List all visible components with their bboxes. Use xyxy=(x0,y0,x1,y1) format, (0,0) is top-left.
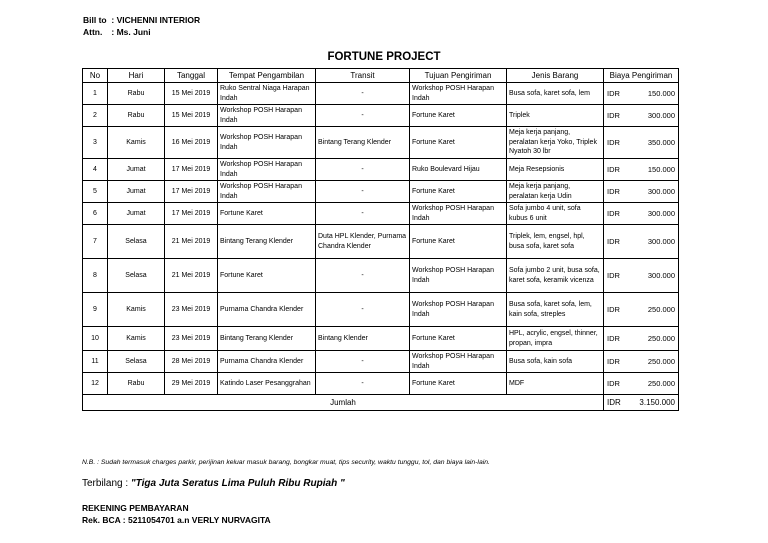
row-hari: Kamis xyxy=(108,327,165,351)
terbilang-label: Terbilang : xyxy=(82,478,131,489)
row-no: 12 xyxy=(83,373,108,395)
terbilang xyxy=(82,478,345,489)
row-hari: Jumat xyxy=(108,181,165,203)
row-currency: IDR xyxy=(607,304,620,314)
row-hari: Rabu xyxy=(108,83,165,105)
table-row xyxy=(83,293,679,327)
row-tanggal: 21 Mei 2019 xyxy=(165,259,218,293)
row-tujuan: Workshop POSH Harapan Indah xyxy=(410,351,507,373)
row-transit: - xyxy=(316,351,410,373)
row-tempat: Workshop POSH Harapan Indah xyxy=(218,159,316,181)
row-tanggal: 23 Mei 2019 xyxy=(165,293,218,327)
row-tempat: Purnama Chandra Klender xyxy=(218,293,316,327)
row-tempat: Ruko Sentral Niaga Harapan Indah xyxy=(218,83,316,105)
row-biaya xyxy=(604,159,679,181)
table-row xyxy=(83,181,679,203)
row-tanggal: 15 Mei 2019 xyxy=(165,105,218,127)
row-tujuan: Fortune Karet xyxy=(410,373,507,395)
row-biaya xyxy=(604,351,679,373)
row-tempat: Fortune Karet xyxy=(218,259,316,293)
row-transit: - xyxy=(316,203,410,225)
row-biaya xyxy=(604,181,679,203)
col-header-biaya: Biaya Pengiriman xyxy=(604,69,679,83)
row-hari: Selasa xyxy=(108,259,165,293)
row-currency: IDR xyxy=(607,270,620,280)
row-jenis: Triplek, lem, engsel, hpl, busa sofa, karet sofa xyxy=(507,225,604,259)
row-no: 1 xyxy=(83,83,108,105)
row-tujuan: Ruko Boulevard Hijau xyxy=(410,159,507,181)
row-currency: IDR xyxy=(607,236,620,246)
row-transit: - xyxy=(316,373,410,395)
row-transit: Bintang Klender xyxy=(316,327,410,351)
bill-to-value: : VICHENNI INTERIOR xyxy=(111,15,201,25)
row-amount: 350.000 xyxy=(647,137,675,147)
row-no: 9 xyxy=(83,293,108,327)
row-biaya xyxy=(604,203,679,225)
row-transit: Bintang Terang Klender xyxy=(316,127,410,159)
row-tujuan: Workshop POSH Harapan Indah xyxy=(410,83,507,105)
row-currency: IDR xyxy=(607,164,620,174)
row-tujuan: Fortune Karet xyxy=(410,127,507,159)
table-row xyxy=(83,351,679,373)
col-header-no: No xyxy=(83,69,108,83)
col-header-tempat: Tempat Pengambilan xyxy=(218,69,316,83)
row-transit: - xyxy=(316,293,410,327)
col-header-tanggal: Tanggal xyxy=(165,69,218,83)
row-tempat: Bintang Terang Klender xyxy=(218,225,316,259)
table-row xyxy=(83,373,679,395)
row-currency: IDR xyxy=(607,110,620,120)
table-row xyxy=(83,105,679,127)
table-row xyxy=(83,203,679,225)
terbilang-value: "Tiga Juta Seratus Lima Puluh Ribu Rupiah " xyxy=(130,478,345,489)
row-tempat: Katindo Laser Pesanggrahan xyxy=(218,373,316,395)
row-tujuan: Fortune Karet xyxy=(410,225,507,259)
row-tempat: Workshop POSH Harapan Indah xyxy=(218,105,316,127)
row-currency: IDR xyxy=(607,186,620,196)
total-cell xyxy=(604,395,679,411)
row-jenis: Sofa jumbo 4 unit, sofa kubus 6 unit xyxy=(507,203,604,225)
row-hari: Rabu xyxy=(108,105,165,127)
row-amount: 250.000 xyxy=(647,356,675,366)
row-tanggal: 17 Mei 2019 xyxy=(165,159,218,181)
row-tanggal: 28 Mei 2019 xyxy=(165,351,218,373)
row-no: 3 xyxy=(83,127,108,159)
row-tempat: Purnama Chandra Klender xyxy=(218,351,316,373)
total-currency: IDR xyxy=(607,397,621,407)
row-hari: Jumat xyxy=(108,159,165,181)
total-value: 3.150.000 xyxy=(639,397,675,407)
row-biaya xyxy=(604,259,679,293)
note: N.B. : Sudah termasuk charges parkir, perijinan keluar masuk barang, bongkar muat, tips security, waktu tunggu, tol, dan biaya lain-lain. xyxy=(82,459,490,466)
col-header-tujuan: Tujuan Pengiriman xyxy=(410,69,507,83)
rekening-value: Rek. BCA : 5211054701 a.n VERLY NURVAGITA xyxy=(82,515,271,525)
row-jenis: Busa sofa, karet sofa, lem xyxy=(507,83,604,105)
row-hari: Kamis xyxy=(108,293,165,327)
row-jenis: Triplek xyxy=(507,105,604,127)
row-no: 7 xyxy=(83,225,108,259)
row-tanggal: 16 Mei 2019 xyxy=(165,127,218,159)
row-tujuan: Fortune Karet xyxy=(410,105,507,127)
row-transit: - xyxy=(316,259,410,293)
table-header-row xyxy=(83,69,679,83)
row-jenis: Sofa jumbo 2 unit, busa sofa, karet sofa, keramik vicenza xyxy=(507,259,604,293)
row-tanggal: 23 Mei 2019 xyxy=(165,327,218,351)
document-title: FORTUNE PROJECT xyxy=(327,51,441,63)
row-tanggal: 17 Mei 2019 xyxy=(165,203,218,225)
table-row xyxy=(83,159,679,181)
col-header-hari: Hari xyxy=(108,69,165,83)
row-no: 4 xyxy=(83,159,108,181)
row-jenis: HPL, acrylic, engsel, thinner, propan, impra xyxy=(507,327,604,351)
col-header-transit: Transit xyxy=(316,69,410,83)
row-no: 11 xyxy=(83,351,108,373)
row-amount: 300.000 xyxy=(647,110,675,120)
row-biaya xyxy=(604,105,679,127)
row-no: 10 xyxy=(83,327,108,351)
row-currency: IDR xyxy=(607,208,620,218)
row-jenis: Busa sofa, kain sofa xyxy=(507,351,604,373)
row-jenis: Busa sofa, karet sofa, lem, kain sofa, streples xyxy=(507,293,604,327)
row-no: 5 xyxy=(83,181,108,203)
row-tujuan: Workshop POSH Harapan Indah xyxy=(410,203,507,225)
row-tempat: Bintang Terang Klender xyxy=(218,327,316,351)
row-biaya xyxy=(604,293,679,327)
row-tanggal: 21 Mei 2019 xyxy=(165,225,218,259)
row-amount: 250.000 xyxy=(647,304,675,314)
row-currency: IDR xyxy=(607,356,620,366)
row-biaya xyxy=(604,373,679,395)
attn-label: Attn. xyxy=(83,27,103,37)
row-amount: 250.000 xyxy=(647,333,675,343)
bill-to-line xyxy=(83,15,200,26)
row-tempat: Workshop POSH Harapan Indah xyxy=(218,127,316,159)
row-no: 6 xyxy=(83,203,108,225)
row-currency: IDR xyxy=(607,137,620,147)
row-hari: Selasa xyxy=(108,351,165,373)
row-biaya xyxy=(604,327,679,351)
table-row xyxy=(83,127,679,159)
bill-to-label: Bill to xyxy=(83,15,107,25)
row-amount: 150.000 xyxy=(647,88,675,98)
total-label: Jumlah xyxy=(83,395,604,411)
row-currency: IDR xyxy=(607,378,620,388)
row-currency: IDR xyxy=(607,88,620,98)
row-tanggal: 29 Mei 2019 xyxy=(165,373,218,395)
row-biaya xyxy=(604,225,679,259)
table-row xyxy=(83,259,679,293)
total-row xyxy=(83,395,679,411)
row-no: 8 xyxy=(83,259,108,293)
row-no: 2 xyxy=(83,105,108,127)
row-amount: 300.000 xyxy=(647,270,675,280)
row-tempat: Workshop POSH Harapan Indah xyxy=(218,181,316,203)
shipping-table xyxy=(82,68,679,411)
row-hari: Selasa xyxy=(108,225,165,259)
row-tanggal: 17 Mei 2019 xyxy=(165,181,218,203)
row-jenis: Meja Resepsionis xyxy=(507,159,604,181)
table-row xyxy=(83,83,679,105)
row-amount: 300.000 xyxy=(647,186,675,196)
row-jenis: Meja kerja panjang, peralatan kerja Udin xyxy=(507,181,604,203)
row-tujuan: Workshop POSH Harapan Indah xyxy=(410,259,507,293)
row-biaya xyxy=(604,83,679,105)
row-amount: 300.000 xyxy=(647,236,675,246)
row-transit: Duta HPL Klender, Purnama Chandra Klender xyxy=(316,225,410,259)
rekening-title: REKENING PEMBAYARAN xyxy=(82,503,189,513)
table-row xyxy=(83,327,679,351)
row-tujuan: Fortune Karet xyxy=(410,327,507,351)
row-amount: 250.000 xyxy=(647,378,675,388)
row-transit: - xyxy=(316,83,410,105)
row-tujuan: Workshop POSH Harapan Indah xyxy=(410,293,507,327)
row-amount: 150.000 xyxy=(647,164,675,174)
attn-value: : Ms. Juni xyxy=(111,27,151,37)
row-jenis: Meja kerja panjang, peralatan kerja Yoko, Triplek Nyatoh 30 lbr xyxy=(507,127,604,159)
row-hari: Kamis xyxy=(108,127,165,159)
col-header-jenis: Jenis Barang xyxy=(507,69,604,83)
row-tujuan: Fortune Karet xyxy=(410,181,507,203)
row-transit: - xyxy=(316,159,410,181)
row-hari: Jumat xyxy=(108,203,165,225)
row-currency: IDR xyxy=(607,333,620,343)
row-jenis: MDF xyxy=(507,373,604,395)
row-tanggal: 15 Mei 2019 xyxy=(165,83,218,105)
row-hari: Rabu xyxy=(108,373,165,395)
row-biaya xyxy=(604,127,679,159)
row-tempat: Fortune Karet xyxy=(218,203,316,225)
attn-line xyxy=(83,27,151,38)
row-transit: - xyxy=(316,105,410,127)
row-amount: 300.000 xyxy=(647,208,675,218)
row-transit: - xyxy=(316,181,410,203)
table-row xyxy=(83,225,679,259)
